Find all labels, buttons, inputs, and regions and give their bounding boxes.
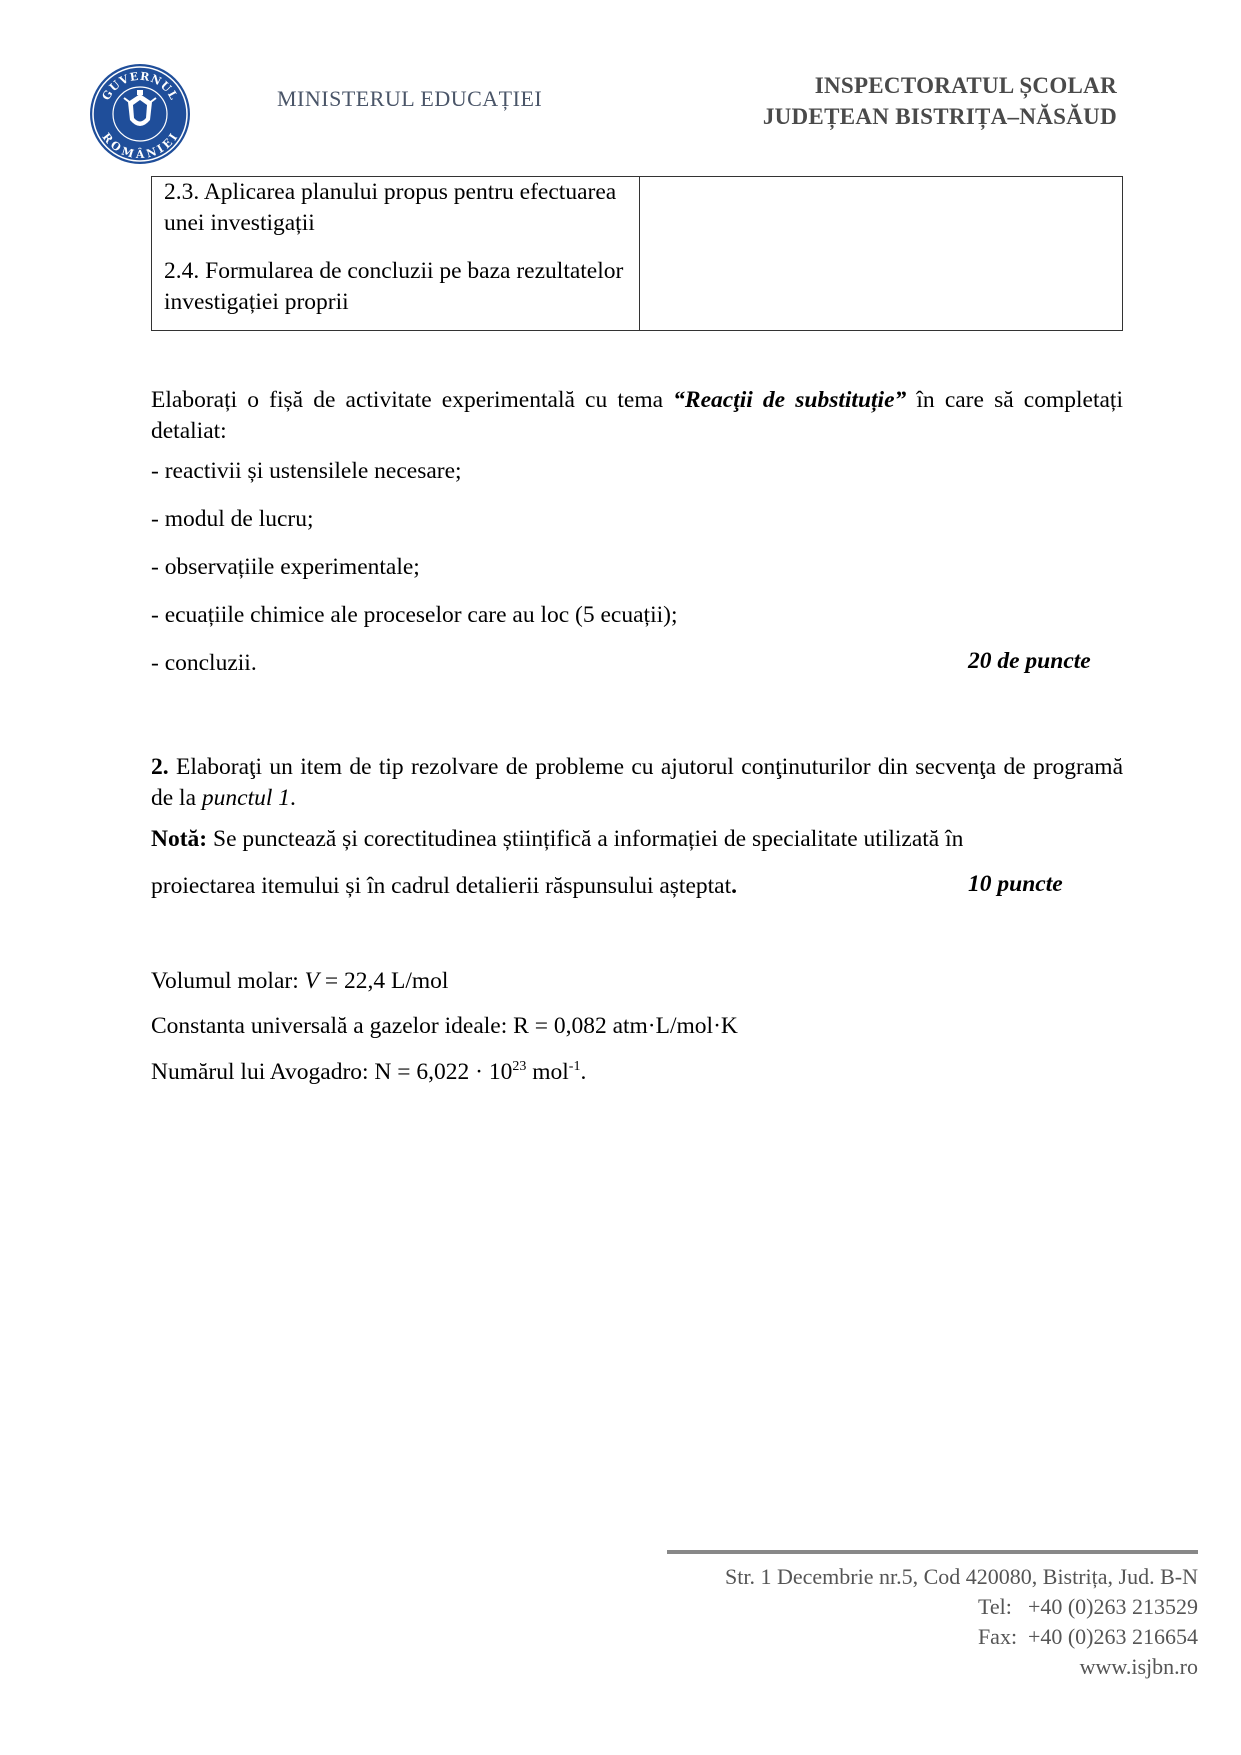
- tel-number: +40 (0)263 213529: [1027, 1594, 1198, 1619]
- avogadro-exponent: 23: [512, 1059, 527, 1075]
- task2-text: Elaboraţi un item de tip rezolvare de probleme cu ajutorul conţinuturilor din secvenţa de programă de la: [151, 754, 1123, 811]
- footer-website[interactable]: www.isjbn.ro: [1079, 1654, 1198, 1679]
- empty-cell: [640, 177, 1123, 331]
- inspectorate-name: [763, 70, 1117, 132]
- svg-text:ROMÂNIEI: ROMÂNIEI: [99, 130, 181, 162]
- gas-constant: Constanta universală a gazelor ideale: R = 0,082 atm·L/mol·K: [151, 1013, 738, 1039]
- molar-volume: [151, 966, 448, 997]
- molar-label: Volumul molar:: [151, 968, 305, 994]
- avogadro-label: Numărul lui Avogadro: N = 6,022 · 10: [151, 1059, 513, 1085]
- avogadro-unit-exponent: -1: [568, 1059, 581, 1075]
- list-item: - observațiile experimentale;: [151, 554, 420, 580]
- task1-intro: [151, 385, 1123, 447]
- competencies-table: [151, 176, 1123, 331]
- competency-2-4: 2.4. Formularea de concluzii pe baza rezultatelor investigației proprii: [164, 258, 624, 315]
- note-label: Notă:: [151, 826, 208, 852]
- task2-note: [151, 824, 963, 855]
- footer-divider: [667, 1550, 1198, 1554]
- fax-number: +40 (0)263 216654: [1027, 1624, 1198, 1649]
- footer-fax: [725, 1622, 1198, 1652]
- inspectorate-line-2: JUDEȚEAN BISTRIȚA–NĂSĂUD: [762, 104, 1117, 129]
- task2-note-continued: [151, 871, 737, 902]
- task1-points: 20 de puncte: [968, 648, 1091, 674]
- government-seal-logo: [88, 62, 192, 166]
- task2-number: 2.: [151, 754, 169, 780]
- competencies-cell: [152, 177, 640, 331]
- competency-2-3: 2.3. Aplicarea planului propus pentru efectuarea unei investigații: [164, 179, 617, 236]
- inspectorate-line-1: INSPECTORATUL ȘCOLAR: [814, 73, 1117, 98]
- note-line-1: Se punctează și corectitudinea științifică a informației de specialitate utilizată în: [207, 826, 964, 852]
- note-end: .: [731, 873, 737, 899]
- task2-statement: [151, 752, 1123, 814]
- task1-intro-text-end: în care să completați detaliat:: [151, 387, 1123, 444]
- avogadro-unit: mol: [526, 1059, 569, 1085]
- footer-address: Str. 1 Decembrie nr.5, Cod 420080, Bistrița, Jud. B-N: [725, 1564, 1198, 1589]
- tel-label: Tel:: [977, 1594, 1012, 1619]
- list-item: - modul de lucru;: [151, 506, 314, 532]
- task1-theme: “Reacţii de substituție”: [673, 387, 907, 413]
- list-item: - ecuațiile chimice ale proceselor care au loc (5 ecuații);: [151, 602, 678, 628]
- list-item: - concluzii.: [151, 650, 257, 676]
- fax-label: Fax:: [977, 1624, 1018, 1649]
- note-line-2: proiectarea itemului și în cadrul detalierii răspunsului așteptat: [151, 873, 732, 899]
- task1-intro-text: Elaborați o fișă de activitate experimentală cu tema: [151, 387, 674, 413]
- footer-tel: [725, 1592, 1198, 1622]
- footer-contact: [725, 1562, 1198, 1682]
- molar-value: = 22,4 L/mol: [318, 968, 449, 994]
- task2-points: 10 puncte: [968, 871, 1063, 897]
- table-row: [152, 177, 1123, 331]
- svg-text:GUVERNUL: GUVERNUL: [99, 69, 181, 103]
- list-item: - reactivii și ustensilele necesare;: [151, 458, 462, 484]
- task2-text-end: .: [290, 785, 296, 811]
- avogadro-number: [151, 1057, 586, 1088]
- molar-variable: V: [304, 968, 319, 994]
- task2-reference: punctul 1: [201, 785, 291, 811]
- avogadro-end: .: [580, 1059, 587, 1085]
- ministry-name: MINISTERUL EDUCAȚIEI: [277, 86, 543, 111]
